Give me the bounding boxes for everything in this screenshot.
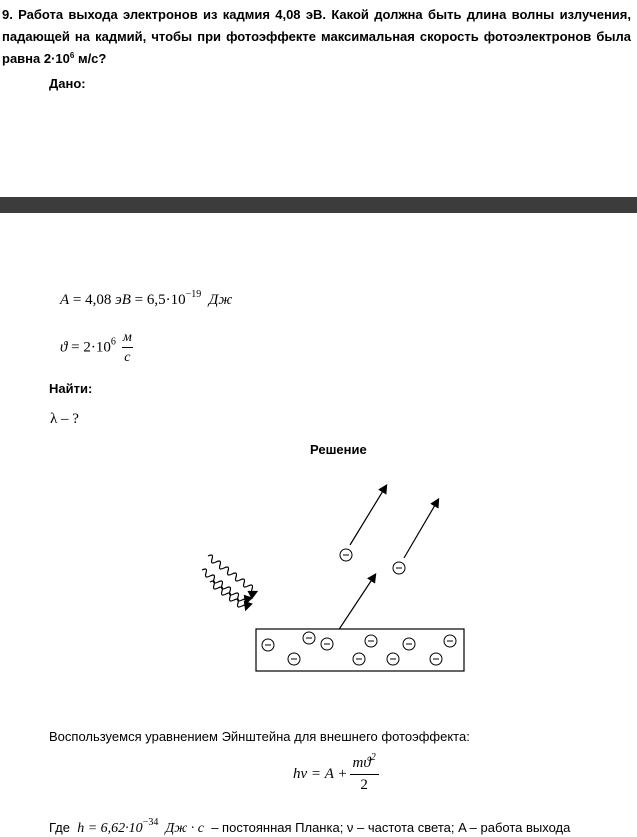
velocity-unit-fraction: $\frac{м}{с}$ — [122, 330, 132, 365]
find-label: Найти: — [49, 381, 93, 396]
bound-electron — [387, 653, 399, 665]
bound-electron — [403, 638, 415, 650]
bound-electron — [288, 653, 300, 665]
problem-text: Работа выхода электронов из кадмия 4,08 эВ. Какой должна быть длина волны излучения, падающей на кадмий, чтобы при фотоэффекте максимальная скорость фотоэлектронов была равна 2·10 — [2, 7, 631, 66]
problem-text-end: м/с? — [74, 51, 107, 66]
bound-electron — [430, 653, 442, 665]
einstein-intro: Воспользуемся уравнением Эйнштейна для внешнего фотоэффекта: — [49, 729, 470, 744]
free-electron — [393, 562, 405, 574]
electron-path-2 — [404, 500, 438, 558]
problem-statement — [2, 4, 631, 70]
einstein-formula: hν = A + $\frac{mϑ^2}{2}$ — [293, 755, 379, 794]
given-label: Дано: — [49, 76, 86, 91]
light-ray-3 — [210, 581, 247, 609]
bound-electron — [262, 639, 274, 651]
bound-electron — [365, 635, 377, 647]
bottom-line: Где $h = 6,62\cdot 10^{-34}$ Дж · с – постоянная Планка; ν – частота света; A – работа выхода — [49, 817, 571, 836]
bound-electron — [303, 632, 315, 644]
kinetic-energy-fraction: $\frac{mϑ^2}{2}$ — [350, 755, 379, 794]
bound-electron — [321, 638, 333, 650]
bound-electron — [444, 635, 456, 647]
electron-path-1 — [350, 486, 386, 545]
work-function-formula: A = 4,08 эВ = $6,5\cdot 10^{-19}$ Дж — [60, 289, 233, 308]
problem-exponent: 6 — [69, 51, 75, 60]
velocity-formula: $ϑ = 2\cdot 10^6$ $\frac{м}{с}$ — [60, 330, 132, 365]
find-value: λ – ? — [50, 411, 79, 427]
solution-label: Решение — [310, 442, 367, 457]
page-divider — [0, 197, 637, 213]
light-ray-1 — [208, 555, 256, 593]
light-ray-2 — [202, 569, 247, 603]
bound-electron — [353, 653, 365, 665]
problem-number: 9. — [2, 7, 13, 22]
free-electron — [340, 549, 352, 561]
photoeffect-diagram — [190, 478, 480, 678]
